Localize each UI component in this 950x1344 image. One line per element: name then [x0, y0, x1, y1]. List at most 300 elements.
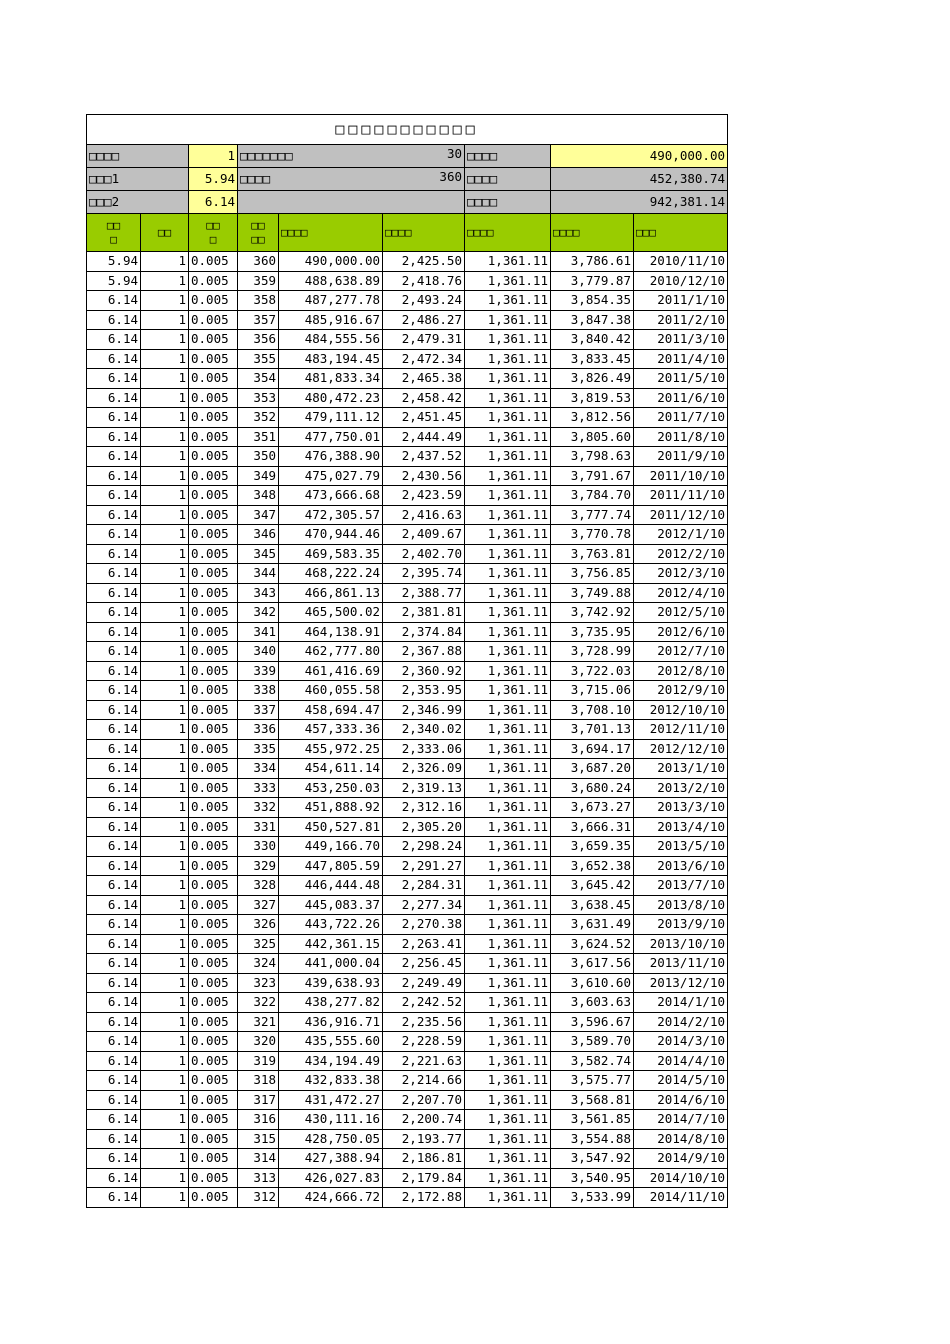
col-multiplier-cell[interactable]: 1	[141, 622, 189, 642]
col-date-cell[interactable]: 2014/7/10	[634, 1110, 728, 1130]
col-monthly-payment-cell[interactable]: 3,540.95	[551, 1168, 634, 1188]
col-rate-cell[interactable]: 6.14	[87, 876, 141, 896]
col-remaining-periods-cell[interactable]: 314	[238, 1149, 279, 1169]
col-principal-payment-cell[interactable]: 1,361.11	[465, 837, 551, 857]
col-interest-cell[interactable]: 2,451.45	[383, 408, 465, 428]
col-multiplier-cell[interactable]: 1	[141, 798, 189, 818]
col-monthly-payment-cell[interactable]: 3,779.87	[551, 271, 634, 291]
col-multiplier-cell[interactable]: 1	[141, 583, 189, 603]
col-interest-cell[interactable]: 2,291.27	[383, 856, 465, 876]
col-remaining-periods-cell[interactable]: 328	[238, 876, 279, 896]
col-principal-balance-cell[interactable]: 465,500.02	[279, 603, 383, 623]
col-remaining-periods-cell[interactable]: 349	[238, 466, 279, 486]
rate-value-1[interactable]: 5.94	[189, 168, 238, 191]
col-remaining-periods-cell[interactable]: 317	[238, 1090, 279, 1110]
col-remaining-periods-cell[interactable]: 356	[238, 330, 279, 350]
col-rate-cell[interactable]: 6.14	[87, 954, 141, 974]
col-principal-balance-cell[interactable]: 464,138.91	[279, 622, 383, 642]
col-date-cell[interactable]: 2014/10/10	[634, 1168, 728, 1188]
col-remaining-periods-cell[interactable]: 337	[238, 700, 279, 720]
col-monthly-rate-cell[interactable]: 0.005	[189, 934, 238, 954]
col-monthly-rate-cell[interactable]: 0.005	[189, 1090, 238, 1110]
col-remaining-periods-cell[interactable]: 326	[238, 915, 279, 935]
col-principal-balance-cell[interactable]: 468,222.24	[279, 564, 383, 584]
col-monthly-rate-cell[interactable]: 0.005	[189, 505, 238, 525]
col-monthly-payment-cell[interactable]: 3,826.49	[551, 369, 634, 389]
col-interest-cell[interactable]: 2,242.52	[383, 993, 465, 1013]
col-multiplier-cell[interactable]: 1	[141, 1129, 189, 1149]
col-monthly-payment-cell[interactable]: 3,791.67	[551, 466, 634, 486]
col-monthly-payment-cell[interactable]: 3,533.99	[551, 1188, 634, 1208]
col-monthly-rate-cell[interactable]: 0.005	[189, 993, 238, 1013]
col-monthly-rate-cell[interactable]: 0.005	[189, 252, 238, 272]
col-principal-balance-cell[interactable]: 449,166.70	[279, 837, 383, 857]
col-principal-balance-cell[interactable]: 432,833.38	[279, 1071, 383, 1091]
col-principal-payment-cell[interactable]: 1,361.11	[465, 349, 551, 369]
col-date-cell[interactable]: 2013/11/10	[634, 954, 728, 974]
col-remaining-periods-cell[interactable]: 352	[238, 408, 279, 428]
col-monthly-payment-cell[interactable]: 3,742.92	[551, 603, 634, 623]
col-interest-cell[interactable]: 2,298.24	[383, 837, 465, 857]
col-date-cell[interactable]: 2012/7/10	[634, 642, 728, 662]
col-multiplier-cell[interactable]: 1	[141, 1071, 189, 1091]
col-monthly-payment-cell[interactable]: 3,833.45	[551, 349, 634, 369]
col-monthly-rate-cell[interactable]: 0.005	[189, 642, 238, 662]
col-interest-cell[interactable]: 2,319.13	[383, 778, 465, 798]
col-multiplier-cell[interactable]: 1	[141, 1032, 189, 1052]
col-interest-cell[interactable]: 2,172.88	[383, 1188, 465, 1208]
col-date-cell[interactable]: 2011/3/10	[634, 330, 728, 350]
col-multiplier-cell[interactable]: 1	[141, 564, 189, 584]
col-multiplier-cell[interactable]: 1	[141, 1110, 189, 1130]
col-monthly-rate-cell[interactable]: 0.005	[189, 408, 238, 428]
col-monthly-rate-cell[interactable]: 0.005	[189, 681, 238, 701]
col-interest-cell[interactable]: 2,312.16	[383, 798, 465, 818]
col-monthly-payment-cell[interactable]: 3,659.35	[551, 837, 634, 857]
col-date-cell[interactable]: 2012/12/10	[634, 739, 728, 759]
col-multiplier-cell[interactable]: 1	[141, 388, 189, 408]
col-principal-balance-cell[interactable]: 435,555.60	[279, 1032, 383, 1052]
col-date-cell[interactable]: 2012/1/10	[634, 525, 728, 545]
col-monthly-rate-cell[interactable]: 0.005	[189, 1012, 238, 1032]
col-date-cell[interactable]: 2013/6/10	[634, 856, 728, 876]
col-multiplier-cell[interactable]: 1	[141, 720, 189, 740]
col-monthly-rate-cell[interactable]: 0.005	[189, 603, 238, 623]
col-multiplier-cell[interactable]: 1	[141, 856, 189, 876]
col-monthly-payment-cell[interactable]: 3,561.85	[551, 1110, 634, 1130]
col-monthly-payment-cell[interactable]: 3,568.81	[551, 1090, 634, 1110]
col-principal-payment-cell[interactable]: 1,361.11	[465, 544, 551, 564]
col-date-cell[interactable]: 2014/1/10	[634, 993, 728, 1013]
col-rate-cell[interactable]: 6.14	[87, 1188, 141, 1208]
col-remaining-periods-cell[interactable]: 334	[238, 759, 279, 779]
col-multiplier-cell[interactable]: 1	[141, 915, 189, 935]
col-remaining-periods-cell[interactable]: 348	[238, 486, 279, 506]
col-monthly-rate-cell[interactable]: 0.005	[189, 720, 238, 740]
param-value-3[interactable]: 490,000.00	[551, 145, 728, 168]
col-multiplier-cell[interactable]: 1	[141, 973, 189, 993]
col-remaining-periods-cell[interactable]: 350	[238, 447, 279, 467]
col-interest-cell[interactable]: 2,430.56	[383, 466, 465, 486]
col-monthly-rate-cell[interactable]: 0.005	[189, 1149, 238, 1169]
col-interest-cell[interactable]: 2,249.49	[383, 973, 465, 993]
col-remaining-periods-cell[interactable]: 319	[238, 1051, 279, 1071]
col-principal-balance-cell[interactable]: 480,472.23	[279, 388, 383, 408]
col-principal-balance-cell[interactable]: 481,833.34	[279, 369, 383, 389]
col-principal-payment-cell[interactable]: 1,361.11	[465, 603, 551, 623]
col-principal-payment-cell[interactable]: 1,361.11	[465, 934, 551, 954]
col-monthly-payment-cell[interactable]: 3,673.27	[551, 798, 634, 818]
col-remaining-periods-cell[interactable]: 336	[238, 720, 279, 740]
col-principal-payment-cell[interactable]: 1,361.11	[465, 1188, 551, 1208]
col-monthly-payment-cell[interactable]: 3,784.70	[551, 486, 634, 506]
col-monthly-rate-cell[interactable]: 0.005	[189, 973, 238, 993]
col-monthly-rate-cell[interactable]: 0.005	[189, 466, 238, 486]
col-multiplier-cell[interactable]: 1	[141, 271, 189, 291]
col-multiplier-cell[interactable]: 1	[141, 1051, 189, 1071]
col-monthly-payment-cell[interactable]: 3,596.67	[551, 1012, 634, 1032]
col-monthly-rate-cell[interactable]: 0.005	[189, 661, 238, 681]
col-principal-payment-cell[interactable]: 1,361.11	[465, 583, 551, 603]
col-date-cell[interactable]: 2012/4/10	[634, 583, 728, 603]
col-interest-cell[interactable]: 2,458.42	[383, 388, 465, 408]
col-rate-cell[interactable]: 6.14	[87, 856, 141, 876]
col-remaining-periods-cell[interactable]: 339	[238, 661, 279, 681]
col-date-cell[interactable]: 2011/11/10	[634, 486, 728, 506]
col-date-cell[interactable]: 2012/5/10	[634, 603, 728, 623]
col-rate-cell[interactable]: 6.14	[87, 603, 141, 623]
col-principal-balance-cell[interactable]: 428,750.05	[279, 1129, 383, 1149]
col-principal-payment-cell[interactable]: 1,361.11	[465, 1071, 551, 1091]
col-monthly-payment-cell[interactable]: 3,798.63	[551, 447, 634, 467]
col-remaining-periods-cell[interactable]: 329	[238, 856, 279, 876]
col-remaining-periods-cell[interactable]: 324	[238, 954, 279, 974]
col-date-cell[interactable]: 2012/9/10	[634, 681, 728, 701]
col-interest-cell[interactable]: 2,207.70	[383, 1090, 465, 1110]
col-remaining-periods-cell[interactable]: 327	[238, 895, 279, 915]
col-principal-payment-cell[interactable]: 1,361.11	[465, 486, 551, 506]
col-remaining-periods-cell[interactable]: 323	[238, 973, 279, 993]
col-monthly-rate-cell[interactable]: 0.005	[189, 291, 238, 311]
col-principal-balance-cell[interactable]: 476,388.90	[279, 447, 383, 467]
col-rate-cell[interactable]: 6.14	[87, 895, 141, 915]
col-rate-cell[interactable]: 6.14	[87, 934, 141, 954]
col-monthly-rate-cell[interactable]: 0.005	[189, 837, 238, 857]
col-principal-payment-cell[interactable]: 1,361.11	[465, 388, 551, 408]
col-principal-payment-cell[interactable]: 1,361.11	[465, 856, 551, 876]
col-monthly-payment-cell[interactable]: 3,645.42	[551, 876, 634, 896]
col-principal-balance-cell[interactable]: 466,861.13	[279, 583, 383, 603]
col-rate-cell[interactable]: 6.14	[87, 1168, 141, 1188]
col-rate-cell[interactable]: 6.14	[87, 388, 141, 408]
col-principal-payment-cell[interactable]: 1,361.11	[465, 642, 551, 662]
col-interest-cell[interactable]: 2,214.66	[383, 1071, 465, 1091]
col-monthly-rate-cell[interactable]: 0.005	[189, 427, 238, 447]
col-monthly-rate-cell[interactable]: 0.005	[189, 954, 238, 974]
col-remaining-periods-cell[interactable]: 343	[238, 583, 279, 603]
col-principal-balance-cell[interactable]: 475,027.79	[279, 466, 383, 486]
col-rate-cell[interactable]: 6.14	[87, 525, 141, 545]
col-date-cell[interactable]: 2011/9/10	[634, 447, 728, 467]
col-principal-payment-cell[interactable]: 1,361.11	[465, 817, 551, 837]
col-date-cell[interactable]: 2013/9/10	[634, 915, 728, 935]
col-rate-cell[interactable]: 6.14	[87, 291, 141, 311]
col-date-cell[interactable]: 2013/3/10	[634, 798, 728, 818]
col-multiplier-cell[interactable]: 1	[141, 330, 189, 350]
col-date-cell[interactable]: 2012/11/10	[634, 720, 728, 740]
col-monthly-payment-cell[interactable]: 3,847.38	[551, 310, 634, 330]
col-rate-cell[interactable]: 6.14	[87, 1149, 141, 1169]
col-monthly-rate-cell[interactable]: 0.005	[189, 1168, 238, 1188]
col-rate-cell[interactable]: 6.14	[87, 798, 141, 818]
col-rate-cell[interactable]: 6.14	[87, 505, 141, 525]
col-multiplier-cell[interactable]: 1	[141, 837, 189, 857]
col-date-cell[interactable]: 2011/5/10	[634, 369, 728, 389]
col-monthly-payment-cell[interactable]: 3,749.88	[551, 583, 634, 603]
col-interest-cell[interactable]: 2,221.63	[383, 1051, 465, 1071]
col-monthly-rate-cell[interactable]: 0.005	[189, 915, 238, 935]
rate-value-2[interactable]: 6.14	[189, 191, 238, 214]
col-principal-payment-cell[interactable]: 1,361.11	[465, 252, 551, 272]
col-multiplier-cell[interactable]: 1	[141, 1168, 189, 1188]
col-multiplier-cell[interactable]: 1	[141, 291, 189, 311]
col-principal-payment-cell[interactable]: 1,361.11	[465, 330, 551, 350]
col-rate-cell[interactable]: 6.14	[87, 408, 141, 428]
col-rate-cell[interactable]: 6.14	[87, 622, 141, 642]
col-principal-balance-cell[interactable]: 424,666.72	[279, 1188, 383, 1208]
col-rate-cell[interactable]: 6.14	[87, 466, 141, 486]
col-principal-payment-cell[interactable]: 1,361.11	[465, 564, 551, 584]
col-date-cell[interactable]: 2014/2/10	[634, 1012, 728, 1032]
col-principal-payment-cell[interactable]: 1,361.11	[465, 876, 551, 896]
col-multiplier-cell[interactable]: 1	[141, 934, 189, 954]
col-monthly-payment-cell[interactable]: 3,708.10	[551, 700, 634, 720]
col-multiplier-cell[interactable]: 1	[141, 349, 189, 369]
col-date-cell[interactable]: 2014/6/10	[634, 1090, 728, 1110]
col-remaining-periods-cell[interactable]: 338	[238, 681, 279, 701]
col-principal-payment-cell[interactable]: 1,361.11	[465, 271, 551, 291]
col-remaining-periods-cell[interactable]: 346	[238, 525, 279, 545]
col-monthly-rate-cell[interactable]: 0.005	[189, 759, 238, 779]
col-date-cell[interactable]: 2013/5/10	[634, 837, 728, 857]
col-principal-balance-cell[interactable]: 487,277.78	[279, 291, 383, 311]
col-remaining-periods-cell[interactable]: 332	[238, 798, 279, 818]
col-rate-cell[interactable]: 6.14	[87, 427, 141, 447]
col-monthly-rate-cell[interactable]: 0.005	[189, 700, 238, 720]
col-principal-payment-cell[interactable]: 1,361.11	[465, 739, 551, 759]
col-remaining-periods-cell[interactable]: 353	[238, 388, 279, 408]
col-monthly-payment-cell[interactable]: 3,728.99	[551, 642, 634, 662]
col-principal-balance-cell[interactable]: 426,027.83	[279, 1168, 383, 1188]
col-rate-cell[interactable]: 6.14	[87, 1051, 141, 1071]
col-monthly-rate-cell[interactable]: 0.005	[189, 544, 238, 564]
col-rate-cell[interactable]: 5.94	[87, 252, 141, 272]
col-monthly-payment-cell[interactable]: 3,652.38	[551, 856, 634, 876]
col-monthly-payment-cell[interactable]: 3,666.31	[551, 817, 634, 837]
col-rate-cell[interactable]: 6.14	[87, 739, 141, 759]
col-principal-balance-cell[interactable]: 445,083.37	[279, 895, 383, 915]
col-principal-payment-cell[interactable]: 1,361.11	[465, 973, 551, 993]
col-multiplier-cell[interactable]: 1	[141, 466, 189, 486]
col-interest-cell[interactable]: 2,270.38	[383, 915, 465, 935]
col-multiplier-cell[interactable]: 1	[141, 544, 189, 564]
col-remaining-periods-cell[interactable]: 312	[238, 1188, 279, 1208]
col-interest-cell[interactable]: 2,367.88	[383, 642, 465, 662]
col-monthly-rate-cell[interactable]: 0.005	[189, 778, 238, 798]
col-date-cell[interactable]: 2013/12/10	[634, 973, 728, 993]
col-interest-cell[interactable]: 2,402.70	[383, 544, 465, 564]
col-remaining-periods-cell[interactable]: 320	[238, 1032, 279, 1052]
col-rate-cell[interactable]: 6.14	[87, 1110, 141, 1130]
col-interest-cell[interactable]: 2,395.74	[383, 564, 465, 584]
col-interest-cell[interactable]: 2,493.24	[383, 291, 465, 311]
col-principal-balance-cell[interactable]: 483,194.45	[279, 349, 383, 369]
col-principal-payment-cell[interactable]: 1,361.11	[465, 310, 551, 330]
col-remaining-periods-cell[interactable]: 331	[238, 817, 279, 837]
col-monthly-payment-cell[interactable]: 3,722.03	[551, 661, 634, 681]
param-value-1[interactable]: 1	[189, 145, 238, 168]
col-rate-cell[interactable]: 6.14	[87, 544, 141, 564]
col-principal-balance-cell[interactable]: 447,805.59	[279, 856, 383, 876]
col-principal-balance-cell[interactable]: 462,777.80	[279, 642, 383, 662]
col-principal-payment-cell[interactable]: 1,361.11	[465, 993, 551, 1013]
col-remaining-periods-cell[interactable]: 351	[238, 427, 279, 447]
col-monthly-payment-cell[interactable]: 3,763.81	[551, 544, 634, 564]
col-date-cell[interactable]: 2011/1/10	[634, 291, 728, 311]
col-rate-cell[interactable]: 6.14	[87, 720, 141, 740]
col-date-cell[interactable]: 2014/9/10	[634, 1149, 728, 1169]
col-remaining-periods-cell[interactable]: 357	[238, 310, 279, 330]
col-principal-balance-cell[interactable]: 472,305.57	[279, 505, 383, 525]
col-principal-balance-cell[interactable]: 439,638.93	[279, 973, 383, 993]
col-multiplier-cell[interactable]: 1	[141, 1090, 189, 1110]
col-monthly-rate-cell[interactable]: 0.005	[189, 369, 238, 389]
col-monthly-rate-cell[interactable]: 0.005	[189, 525, 238, 545]
col-remaining-periods-cell[interactable]: 341	[238, 622, 279, 642]
col-multiplier-cell[interactable]: 1	[141, 778, 189, 798]
col-multiplier-cell[interactable]: 1	[141, 642, 189, 662]
col-interest-cell[interactable]: 2,409.67	[383, 525, 465, 545]
col-multiplier-cell[interactable]: 1	[141, 252, 189, 272]
col-monthly-rate-cell[interactable]: 0.005	[189, 349, 238, 369]
col-principal-balance-cell[interactable]: 455,972.25	[279, 739, 383, 759]
col-monthly-payment-cell[interactable]: 3,777.74	[551, 505, 634, 525]
col-interest-cell[interactable]: 2,444.49	[383, 427, 465, 447]
col-interest-cell[interactable]: 2,425.50	[383, 252, 465, 272]
col-principal-balance-cell[interactable]: 479,111.12	[279, 408, 383, 428]
col-multiplier-cell[interactable]: 1	[141, 486, 189, 506]
col-principal-balance-cell[interactable]: 446,444.48	[279, 876, 383, 896]
col-date-cell[interactable]: 2011/8/10	[634, 427, 728, 447]
col-remaining-periods-cell[interactable]: 318	[238, 1071, 279, 1091]
col-monthly-rate-cell[interactable]: 0.005	[189, 310, 238, 330]
col-date-cell[interactable]: 2012/3/10	[634, 564, 728, 584]
col-monthly-payment-cell[interactable]: 3,617.56	[551, 954, 634, 974]
col-interest-cell[interactable]: 2,416.63	[383, 505, 465, 525]
col-interest-cell[interactable]: 2,179.84	[383, 1168, 465, 1188]
col-monthly-rate-cell[interactable]: 0.005	[189, 1051, 238, 1071]
col-interest-cell[interactable]: 2,333.06	[383, 739, 465, 759]
col-principal-payment-cell[interactable]: 1,361.11	[465, 1090, 551, 1110]
col-rate-cell[interactable]: 6.14	[87, 330, 141, 350]
col-rate-cell[interactable]: 6.14	[87, 681, 141, 701]
col-rate-cell[interactable]: 6.14	[87, 1012, 141, 1032]
col-rate-cell[interactable]: 6.14	[87, 486, 141, 506]
col-interest-cell[interactable]: 2,423.59	[383, 486, 465, 506]
col-date-cell[interactable]: 2012/8/10	[634, 661, 728, 681]
col-multiplier-cell[interactable]: 1	[141, 817, 189, 837]
col-remaining-periods-cell[interactable]: 322	[238, 993, 279, 1013]
col-principal-payment-cell[interactable]: 1,361.11	[465, 447, 551, 467]
col-principal-payment-cell[interactable]: 1,361.11	[465, 1032, 551, 1052]
col-principal-payment-cell[interactable]: 1,361.11	[465, 759, 551, 779]
col-principal-balance-cell[interactable]: 434,194.49	[279, 1051, 383, 1071]
col-multiplier-cell[interactable]: 1	[141, 505, 189, 525]
col-multiplier-cell[interactable]: 1	[141, 661, 189, 681]
col-rate-cell[interactable]: 6.14	[87, 817, 141, 837]
col-monthly-rate-cell[interactable]: 0.005	[189, 583, 238, 603]
col-monthly-rate-cell[interactable]: 0.005	[189, 1110, 238, 1130]
col-rate-cell[interactable]: 6.14	[87, 642, 141, 662]
col-date-cell[interactable]: 2014/4/10	[634, 1051, 728, 1071]
col-remaining-periods-cell[interactable]: 325	[238, 934, 279, 954]
col-monthly-payment-cell[interactable]: 3,575.77	[551, 1071, 634, 1091]
col-date-cell[interactable]: 2013/2/10	[634, 778, 728, 798]
col-rate-cell[interactable]: 6.14	[87, 1090, 141, 1110]
col-monthly-payment-cell[interactable]: 3,610.60	[551, 973, 634, 993]
param-value-2[interactable]: 30	[446, 146, 462, 161]
col-rate-cell[interactable]: 6.14	[87, 915, 141, 935]
col-multiplier-cell[interactable]: 1	[141, 427, 189, 447]
col-principal-payment-cell[interactable]: 1,361.11	[465, 1110, 551, 1130]
col-monthly-rate-cell[interactable]: 0.005	[189, 817, 238, 837]
col-monthly-rate-cell[interactable]: 0.005	[189, 1032, 238, 1052]
col-date-cell[interactable]: 2011/6/10	[634, 388, 728, 408]
col-date-cell[interactable]: 2010/11/10	[634, 252, 728, 272]
col-principal-balance-cell[interactable]: 441,000.04	[279, 954, 383, 974]
col-monthly-rate-cell[interactable]: 0.005	[189, 876, 238, 896]
col-rate-cell[interactable]: 6.14	[87, 1129, 141, 1149]
col-rate-cell[interactable]: 6.14	[87, 1032, 141, 1052]
col-monthly-rate-cell[interactable]: 0.005	[189, 388, 238, 408]
col-principal-balance-cell[interactable]: 473,666.68	[279, 486, 383, 506]
col-date-cell[interactable]: 2014/5/10	[634, 1071, 728, 1091]
col-multiplier-cell[interactable]: 1	[141, 1012, 189, 1032]
col-interest-cell[interactable]: 2,263.41	[383, 934, 465, 954]
col-monthly-payment-cell[interactable]: 3,638.45	[551, 895, 634, 915]
col-rate-cell[interactable]: 6.14	[87, 349, 141, 369]
col-rate-cell[interactable]: 6.14	[87, 837, 141, 857]
col-principal-balance-cell[interactable]: 442,361.15	[279, 934, 383, 954]
col-interest-cell[interactable]: 2,228.59	[383, 1032, 465, 1052]
col-remaining-periods-cell[interactable]: 335	[238, 739, 279, 759]
col-rate-cell[interactable]: 6.14	[87, 993, 141, 1013]
col-principal-payment-cell[interactable]: 1,361.11	[465, 622, 551, 642]
col-monthly-payment-cell[interactable]: 3,701.13	[551, 720, 634, 740]
col-multiplier-cell[interactable]: 1	[141, 876, 189, 896]
col-monthly-rate-cell[interactable]: 0.005	[189, 798, 238, 818]
col-rate-cell[interactable]: 6.14	[87, 369, 141, 389]
col-rate-cell[interactable]: 6.14	[87, 310, 141, 330]
col-principal-payment-cell[interactable]: 1,361.11	[465, 427, 551, 447]
col-monthly-payment-cell[interactable]: 3,770.78	[551, 525, 634, 545]
col-multiplier-cell[interactable]: 1	[141, 954, 189, 974]
col-remaining-periods-cell[interactable]: 313	[238, 1168, 279, 1188]
col-principal-balance-cell[interactable]: 484,555.56	[279, 330, 383, 350]
col-principal-payment-cell[interactable]: 1,361.11	[465, 778, 551, 798]
col-date-cell[interactable]: 2013/1/10	[634, 759, 728, 779]
col-monthly-rate-cell[interactable]: 0.005	[189, 447, 238, 467]
